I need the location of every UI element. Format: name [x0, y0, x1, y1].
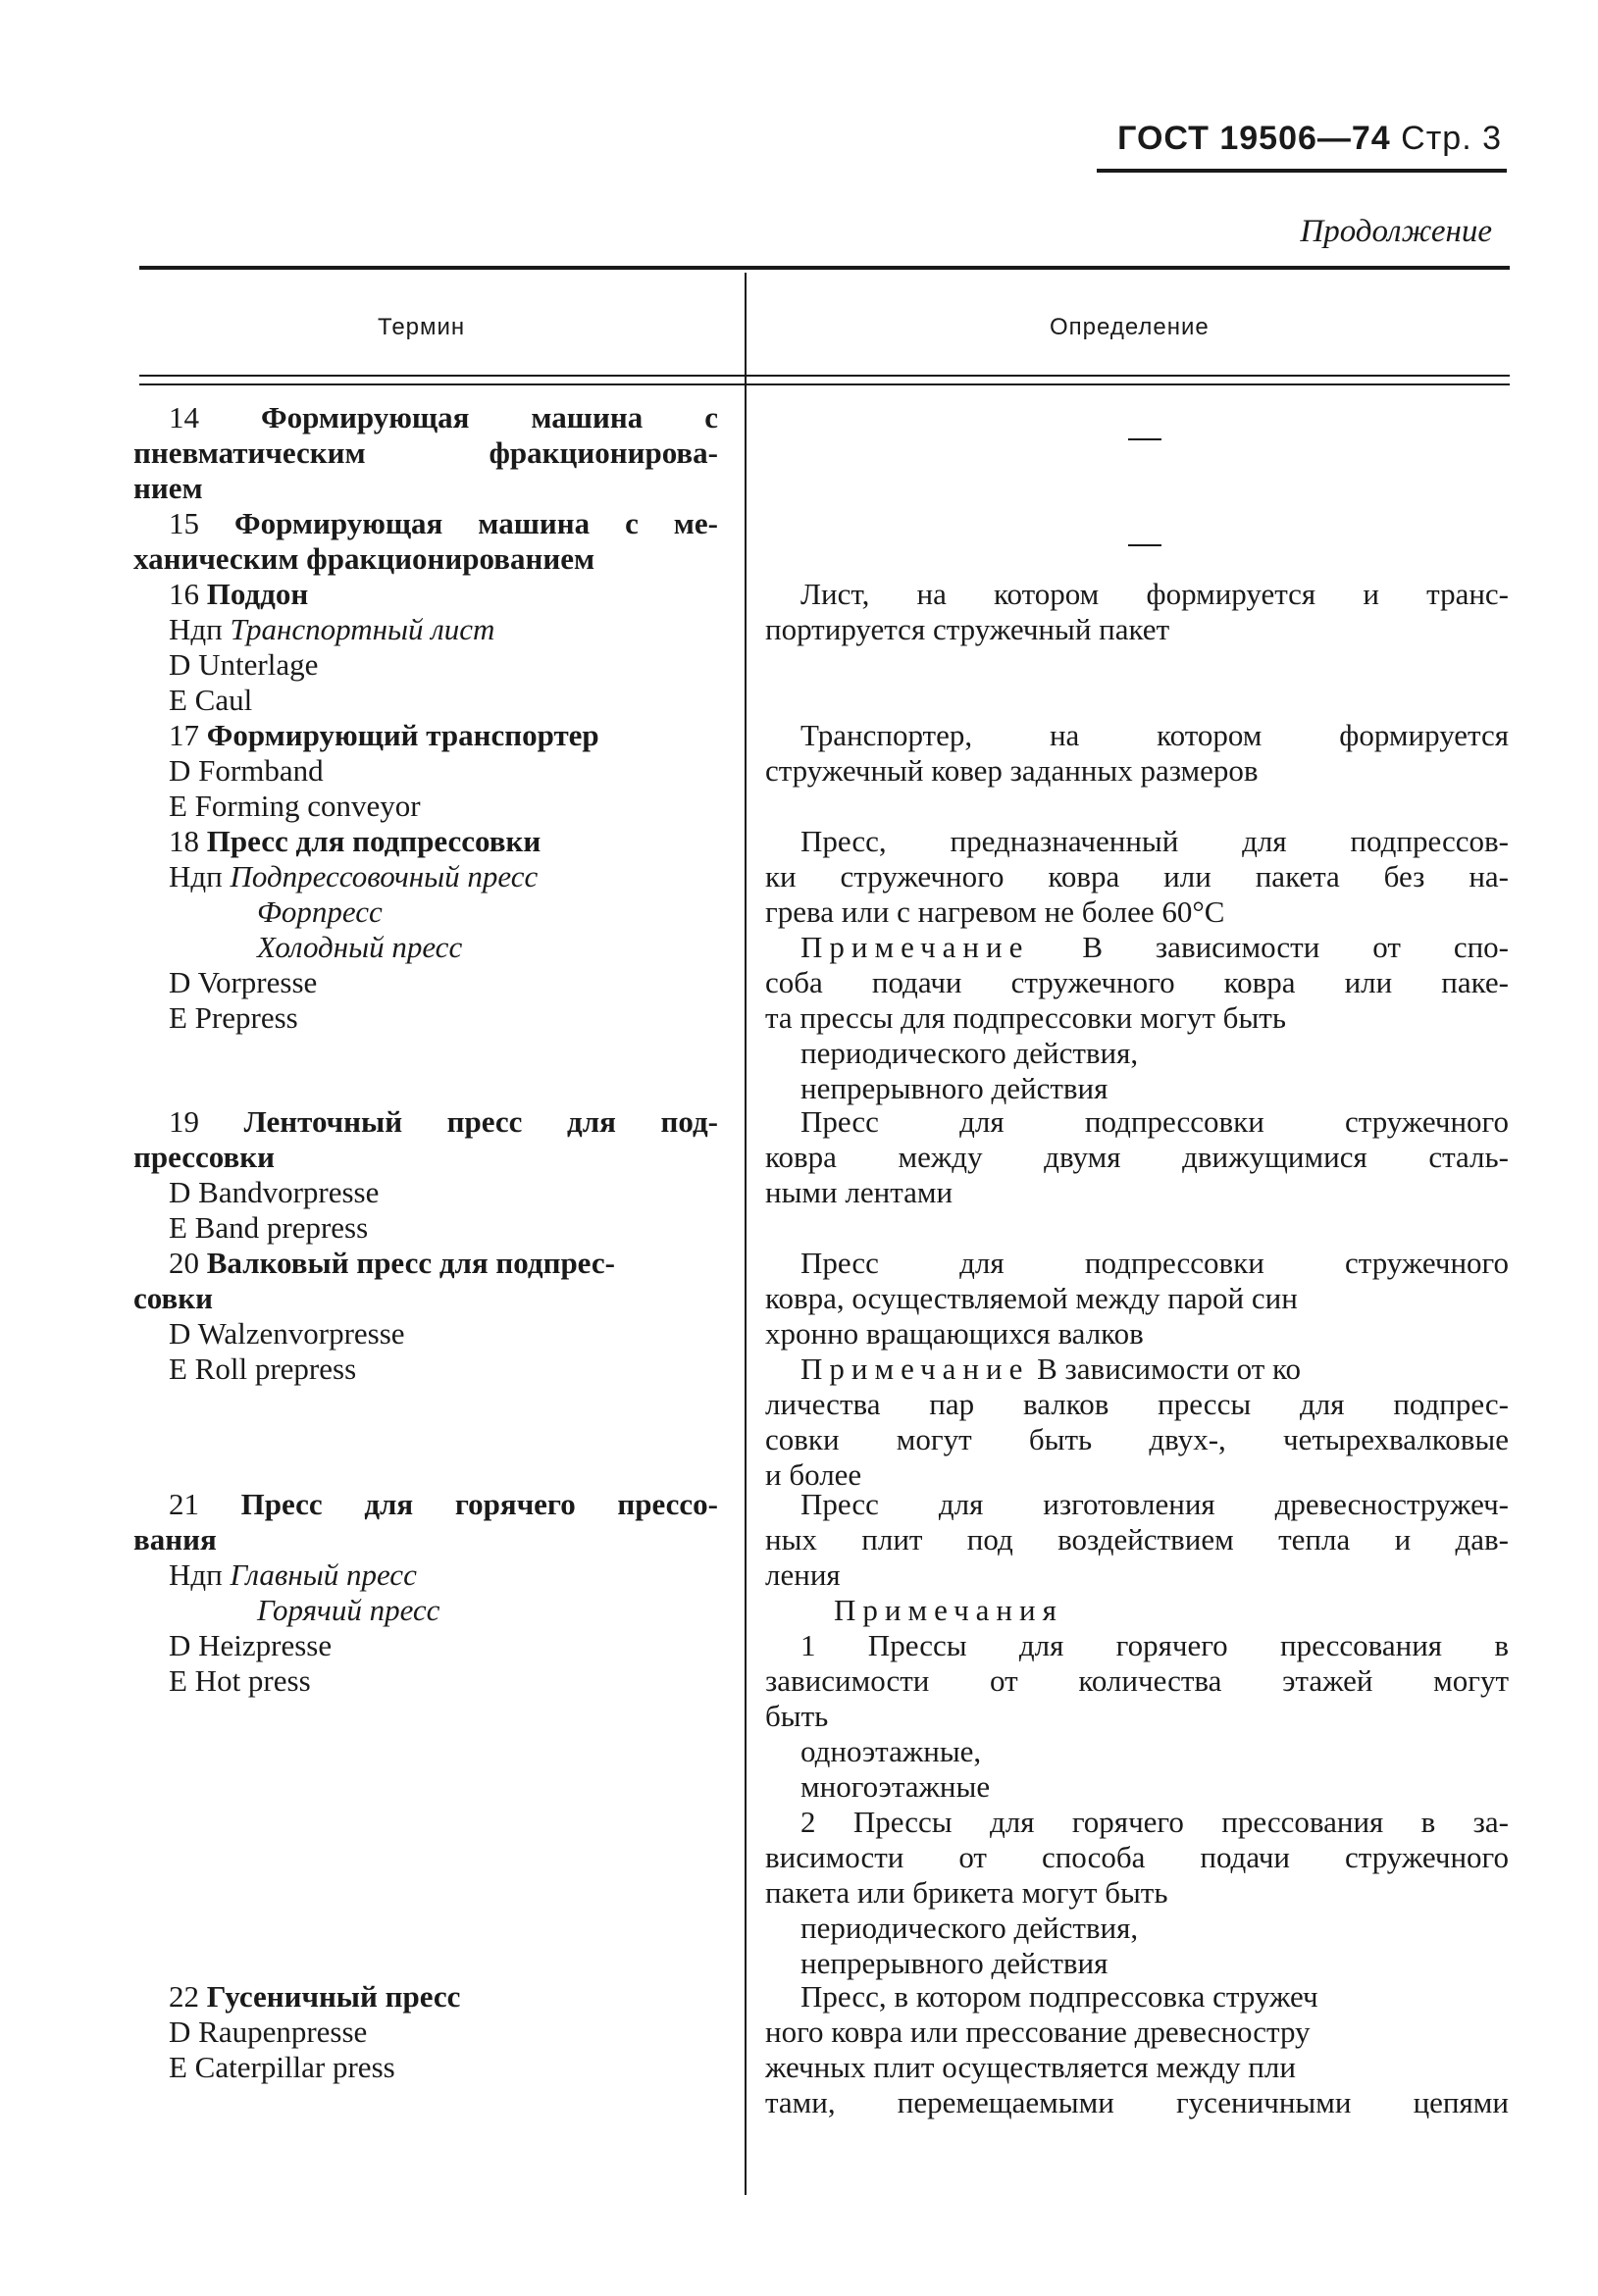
term-text: Холодный пресс [257, 930, 463, 964]
term-text: 19 [169, 1104, 244, 1139]
term-line [257, 894, 383, 930]
definition-text: ными лентами [765, 1175, 954, 1209]
term-text: E Forming conveyor [169, 789, 421, 823]
term-line [169, 1210, 368, 1246]
definition-text: грева или с нагревом не более 60°С [765, 894, 1225, 929]
definition-text: ковра между двумя движущимися сталь- [765, 1140, 1509, 1174]
term-line [169, 789, 421, 824]
empty-definition-dash [1128, 438, 1161, 440]
term-text: Форпресс [257, 894, 383, 929]
term-line [257, 930, 462, 965]
term-line [169, 1352, 356, 1387]
term-line [169, 1000, 298, 1036]
definition-line [800, 1071, 1108, 1106]
term-line [169, 2050, 395, 2085]
definition-text: непрерывного действия [800, 1071, 1108, 1105]
term-text: Ндп [169, 612, 231, 646]
definition-line [765, 2050, 1296, 2085]
definition-line [765, 753, 1259, 789]
definition-text: портируется стружечный пакет [765, 612, 1170, 646]
column-header-definition: Определение [1050, 314, 1210, 340]
term-text: вания [133, 1522, 217, 1556]
definition-line [765, 1875, 1168, 1911]
term-line [169, 859, 538, 894]
definition-text: В зависимости от ко [1029, 1352, 1302, 1386]
term-line [169, 824, 541, 859]
definition-line [834, 1593, 1063, 1628]
definition-text: быть [765, 1699, 829, 1733]
definition-text: соба подачи стружечного ковра или паке- [765, 965, 1509, 999]
definition-text: хронно вращающихся валков [765, 1316, 1144, 1351]
term-text: D Bandvorpresse [169, 1175, 380, 1209]
definition-text: тами, перемещаемыми гусеничными цепями [765, 2085, 1509, 2119]
definition-text: та прессы для подпрессовки могут быть [765, 1000, 1286, 1035]
definition-line [800, 718, 1509, 753]
definition-line [800, 1036, 1138, 1071]
term-text: нием [133, 471, 203, 505]
term-text: 21 [169, 1487, 241, 1521]
definition-text: непрерывного действия [800, 1946, 1108, 1980]
definition-line [800, 1946, 1108, 1981]
definition-text: висимости от способа подачи стружечного [765, 1840, 1509, 1874]
definition-line [765, 1663, 1509, 1699]
term-text: E Prepress [169, 1000, 298, 1035]
definition-text: совки могут быть двух-, четырехвалковые [765, 1422, 1509, 1456]
term-text: прессовки [133, 1140, 275, 1174]
definition-line [800, 1911, 1138, 1946]
term-text: Поддон [206, 577, 309, 611]
definition-text: ковра, осуществляемой между парой син [765, 1281, 1298, 1315]
empty-definition-dash [1128, 544, 1161, 546]
standard-header [1117, 120, 1502, 158]
definition-text: Примечание [800, 930, 1030, 964]
definition-line [765, 1522, 1509, 1557]
definition-line [800, 930, 1509, 965]
definition-line [765, 1387, 1509, 1422]
definition-text: 2 Прессы для горячего прессования в за- [800, 1805, 1509, 1839]
definition-text: и более [765, 1457, 862, 1492]
definition-text: Пресс для изготовления древесностружеч- [800, 1487, 1509, 1521]
definition-text: Лист, на котором формируется и транс- [800, 577, 1509, 611]
definition-text: многоэтажные [800, 1769, 991, 1804]
term-text: пневматическим фракционирова- [133, 435, 718, 470]
term-line [169, 1316, 405, 1352]
header-rule [1097, 169, 1507, 173]
definition-line [765, 1140, 1509, 1175]
term-text: Подпрессовочный пресс [230, 859, 539, 893]
term-line [169, 683, 252, 718]
definition-text: Пресс для подпрессовки стружечного [800, 1246, 1509, 1280]
definition-line [800, 824, 1509, 859]
definition-line [765, 965, 1509, 1000]
definition-line [765, 1175, 953, 1210]
definition-text: Примечания [834, 1593, 1063, 1627]
term-line [169, 400, 718, 435]
term-text: D Heizpresse [169, 1628, 333, 1662]
term-line [133, 541, 594, 577]
definition-line [765, 1281, 1298, 1316]
term-text: D Walzenvorpresse [169, 1316, 405, 1351]
definition-text: зависимости от количества этажей могут [765, 1663, 1509, 1698]
column-header-term: Термин [378, 314, 466, 340]
term-text: Формирующая машина с [261, 400, 718, 434]
term-text: E Hot press [169, 1663, 311, 1698]
definition-line [765, 1000, 1286, 1036]
term-line [169, 2015, 367, 2050]
definition-line [800, 1979, 1318, 2015]
definition-text: одноэтажные, [800, 1734, 982, 1768]
term-line [169, 753, 324, 789]
definition-line [765, 1316, 1144, 1352]
term-text: Формирующий транспортер [206, 718, 599, 752]
definition-line [800, 1805, 1509, 1840]
term-text: Валковый пресс для подпрес- [206, 1246, 615, 1280]
definition-line [800, 1734, 981, 1769]
definition-text: Пресс, в котором подпрессовка стружеч [800, 1979, 1318, 2014]
definition-line [765, 1557, 841, 1593]
term-text: 22 [169, 1979, 207, 2014]
term-text: Главный пресс [230, 1557, 417, 1592]
term-text: Формирующая машина с ме- [233, 506, 719, 540]
term-text: D Raupenpresse [169, 2015, 368, 2049]
definition-line [765, 1422, 1509, 1457]
term-text: 16 [169, 577, 207, 611]
definition-line [765, 1840, 1509, 1875]
term-line [169, 965, 317, 1000]
definition-line [765, 1699, 828, 1734]
definition-text: В зависимости от спо- [1029, 930, 1509, 964]
definition-text: пакета или брикета могут быть [765, 1875, 1168, 1910]
term-line [133, 471, 203, 506]
term-line [169, 1246, 615, 1281]
definition-text: Пресс, предназначенный для подпрессов- [800, 824, 1509, 858]
term-text: D Unterlage [169, 647, 319, 682]
term-line [133, 1281, 213, 1316]
definition-line [765, 859, 1509, 894]
definition-line [765, 2015, 1311, 2050]
definition-text: Примечание [800, 1352, 1030, 1386]
table-top-rule [139, 266, 1510, 270]
term-line [257, 1593, 439, 1628]
term-text: совки [133, 1281, 213, 1315]
term-line [169, 1979, 460, 2015]
term-line [169, 1104, 718, 1140]
term-line [169, 718, 599, 753]
definition-line [800, 1628, 1509, 1663]
term-text: Пресс для горячего прессо- [240, 1487, 718, 1521]
definition-text: личества пар валков прессы для подпрес- [765, 1387, 1509, 1421]
definition-line [765, 612, 1169, 647]
column-divider [745, 273, 747, 2195]
definition-line [800, 1246, 1509, 1281]
term-line [169, 1175, 379, 1210]
definition-text: Пресс для подпрессовки стружечного [800, 1104, 1509, 1139]
term-text: 17 [169, 718, 207, 752]
term-text: Ндп [169, 1557, 231, 1592]
definition-text: ки стружечного ковра или пакета без на- [765, 859, 1509, 893]
term-text: E Roll prepress [169, 1352, 357, 1386]
definition-text: ного ковра или прессование древесностру [765, 2015, 1311, 2049]
term-text: E Band prepress [169, 1210, 369, 1245]
term-text: 18 [169, 824, 207, 858]
term-line [133, 435, 718, 471]
term-text: Горячий пресс [257, 1593, 440, 1627]
term-text: ханическим фракционированием [133, 541, 595, 576]
definition-line [800, 1487, 1509, 1522]
continuation-label: Продолжение [1300, 214, 1492, 249]
definition-line [800, 1769, 990, 1805]
term-line [169, 577, 308, 612]
term-line [133, 1522, 217, 1557]
term-line [169, 1557, 417, 1593]
header-bottom-rule [139, 375, 1510, 377]
term-line [169, 1487, 718, 1522]
term-line [133, 1140, 275, 1175]
definition-text: жечных плит осуществляется между пли [765, 2050, 1296, 2084]
definition-line [765, 2085, 1509, 2120]
term-text: D Formband [169, 753, 324, 788]
page-number: Стр. 3 [1401, 120, 1502, 157]
term-line [169, 1628, 332, 1663]
term-text: Гусеничный пресс [206, 1979, 461, 2014]
term-text: 15 [169, 506, 234, 540]
term-text: 14 [169, 400, 262, 434]
definition-text: Транспортер, на котором формируется [800, 718, 1509, 752]
definition-text: ных плит под воздействием тепла и дав- [765, 1522, 1509, 1556]
term-text: 20 [169, 1246, 207, 1280]
term-text: D Vorpresse [169, 965, 318, 999]
term-line [169, 612, 494, 647]
term-text: Пресс для подпрессовки [206, 824, 541, 858]
definition-line [800, 1104, 1509, 1140]
definition-text: периодического действия, [800, 1036, 1139, 1070]
term-text: Транспортный лист [230, 612, 495, 646]
header-bottom-rule-2 [139, 383, 1510, 385]
term-line [169, 506, 718, 541]
term-line [169, 1663, 311, 1699]
term-text: E Caul [169, 683, 253, 717]
definition-line [800, 577, 1509, 612]
definition-text: периодического действия, [800, 1911, 1139, 1945]
definition-text: 1 Прессы для горячего прессования в [800, 1628, 1509, 1662]
definition-line [765, 894, 1224, 930]
term-line [169, 647, 318, 683]
standard-number: ГОСТ 19506—74 [1117, 120, 1391, 157]
definition-line [800, 1352, 1301, 1387]
term-text: E Caterpillar press [169, 2050, 395, 2084]
term-text: Ленточный пресс для под- [243, 1104, 718, 1139]
definition-text: стружечный ковер заданных размеров [765, 753, 1259, 788]
definition-text: ления [765, 1557, 841, 1592]
term-text: Ндп [169, 859, 231, 893]
